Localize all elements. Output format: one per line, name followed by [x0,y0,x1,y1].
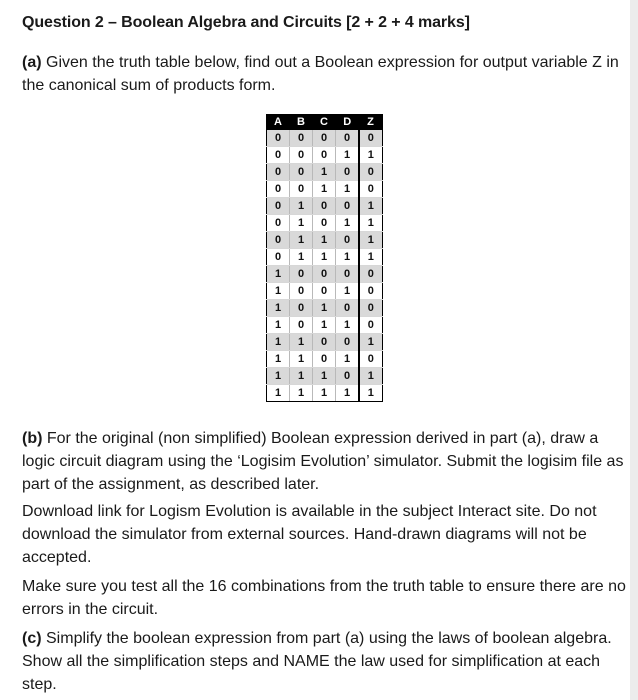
input-cell: 0 [336,334,360,351]
output-cell: 1 [359,385,382,402]
input-cell: 1 [313,232,336,249]
table-row [267,164,383,181]
output-cell: 1 [359,334,382,351]
input-cell: 0 [290,130,313,147]
input-cell: 0 [267,215,290,232]
input-cell: 0 [336,198,360,215]
input-cell: 0 [336,300,360,317]
test-note: Make sure you test all the 16 combinations from the truth table to ensure there are no errors in the circuit. [22,578,626,618]
input-cell: 0 [267,232,290,249]
output-cell: 1 [359,215,382,232]
input-cell: 1 [313,317,336,334]
truth-table-container [266,114,383,402]
input-cell: 0 [290,181,313,198]
input-cell: 1 [290,215,313,232]
output-cell: 0 [359,164,382,181]
input-cell: 1 [290,368,313,385]
input-cell: 0 [267,147,290,164]
input-cell: 1 [267,334,290,351]
part-b-label: (b) [22,430,43,447]
table-row [267,130,383,147]
part-c-text: Simplify the boolean expression from part (a) using the laws of boolean algebra. Show all the simplification steps and NAME the law used for simplification at each step. [22,630,612,693]
input-cell: 1 [336,385,360,402]
input-cell: 1 [267,368,290,385]
part-a-paragraph [22,51,634,97]
part-c-label: (c) [22,630,42,647]
output-cell: 0 [359,130,382,147]
input-cell: 1 [336,215,360,232]
header-cell: A [267,115,290,130]
input-cell: 0 [290,300,313,317]
input-cell: 0 [336,232,360,249]
table-row [267,181,383,198]
input-cell: 1 [336,283,360,300]
input-cell: 0 [290,164,313,181]
truth-table-body [267,130,383,402]
output-cell: 1 [359,249,382,266]
input-cell: 0 [290,283,313,300]
input-cell: 0 [313,334,336,351]
input-cell: 1 [313,385,336,402]
part-b-paragraph [22,427,634,496]
table-row [267,317,383,334]
output-cell: 0 [359,300,382,317]
input-cell: 0 [267,249,290,266]
header-cell: C [313,115,336,130]
input-cell: 0 [290,147,313,164]
table-row [267,198,383,215]
input-cell: 0 [313,130,336,147]
input-cell: 0 [313,351,336,368]
input-cell: 1 [290,334,313,351]
table-row [267,249,383,266]
input-cell: 0 [267,198,290,215]
input-cell: 1 [267,283,290,300]
header-cell: D [336,115,360,130]
output-cell: 0 [359,283,382,300]
output-cell: 0 [359,181,382,198]
input-cell: 0 [267,164,290,181]
part-a-text: Given the truth table below, find out a Boolean expression for output variable Z in the canonical sum of products form. [22,54,619,94]
input-cell: 0 [290,266,313,283]
table-row [267,215,383,232]
input-cell: 0 [336,130,360,147]
part-c-paragraph [22,627,634,696]
output-cell: 0 [359,266,382,283]
input-cell: 0 [336,164,360,181]
input-cell: 1 [313,300,336,317]
input-cell: 1 [313,249,336,266]
input-cell: 1 [267,385,290,402]
input-cell: 1 [290,385,313,402]
input-cell: 0 [313,266,336,283]
table-row [267,351,383,368]
input-cell: 1 [313,181,336,198]
table-row [267,147,383,164]
input-cell: 1 [290,232,313,249]
truth-table [266,114,383,402]
input-cell: 1 [313,368,336,385]
table-row [267,283,383,300]
output-cell: 1 [359,198,382,215]
input-cell: 0 [313,198,336,215]
table-row [267,266,383,283]
header-cell: B [290,115,313,130]
question-heading: Question 2 – Boolean Algebra and Circuits [2 + 2 + 4 marks] [22,14,470,31]
output-cell: 1 [359,368,382,385]
input-cell: 0 [336,368,360,385]
input-cell: 0 [336,266,360,283]
input-cell: 1 [267,351,290,368]
truth-table-header-row [267,115,383,130]
input-cell: 0 [290,317,313,334]
header-cell: Z [359,115,382,130]
input-cell: 1 [267,300,290,317]
input-cell: 1 [336,249,360,266]
input-cell: 1 [336,351,360,368]
output-cell: 0 [359,351,382,368]
input-cell: 1 [290,351,313,368]
input-cell: 0 [267,130,290,147]
input-cell: 0 [267,181,290,198]
download-note: Download link for Logism Evolution is available in the subject Interact site. Do not download the simulator from external sources. Hand-drawn diagrams will not be accepted. [22,503,597,566]
input-cell: 0 [313,283,336,300]
input-cell: 0 [313,215,336,232]
table-row [267,385,383,402]
page-edge-shade [630,0,638,700]
input-cell: 1 [290,198,313,215]
output-cell: 0 [359,317,382,334]
input-cell: 0 [313,147,336,164]
input-cell: 1 [336,317,360,334]
table-row [267,300,383,317]
input-cell: 1 [267,317,290,334]
part-a-label: (a) [22,54,42,71]
input-cell: 1 [313,164,336,181]
input-cell: 1 [267,266,290,283]
table-row [267,334,383,351]
input-cell: 1 [290,249,313,266]
part-b-text: For the original (non simplified) Boolean expression derived in part (a), draw a logic circuit diagram using the ‘Logisim Evolution’ simulator. Submit the logisim file as part of the assignment, as described later. [22,430,624,493]
output-cell: 1 [359,232,382,249]
output-cell: 1 [359,147,382,164]
input-cell: 1 [336,181,360,198]
table-row [267,232,383,249]
input-cell: 1 [336,147,360,164]
table-row [267,368,383,385]
